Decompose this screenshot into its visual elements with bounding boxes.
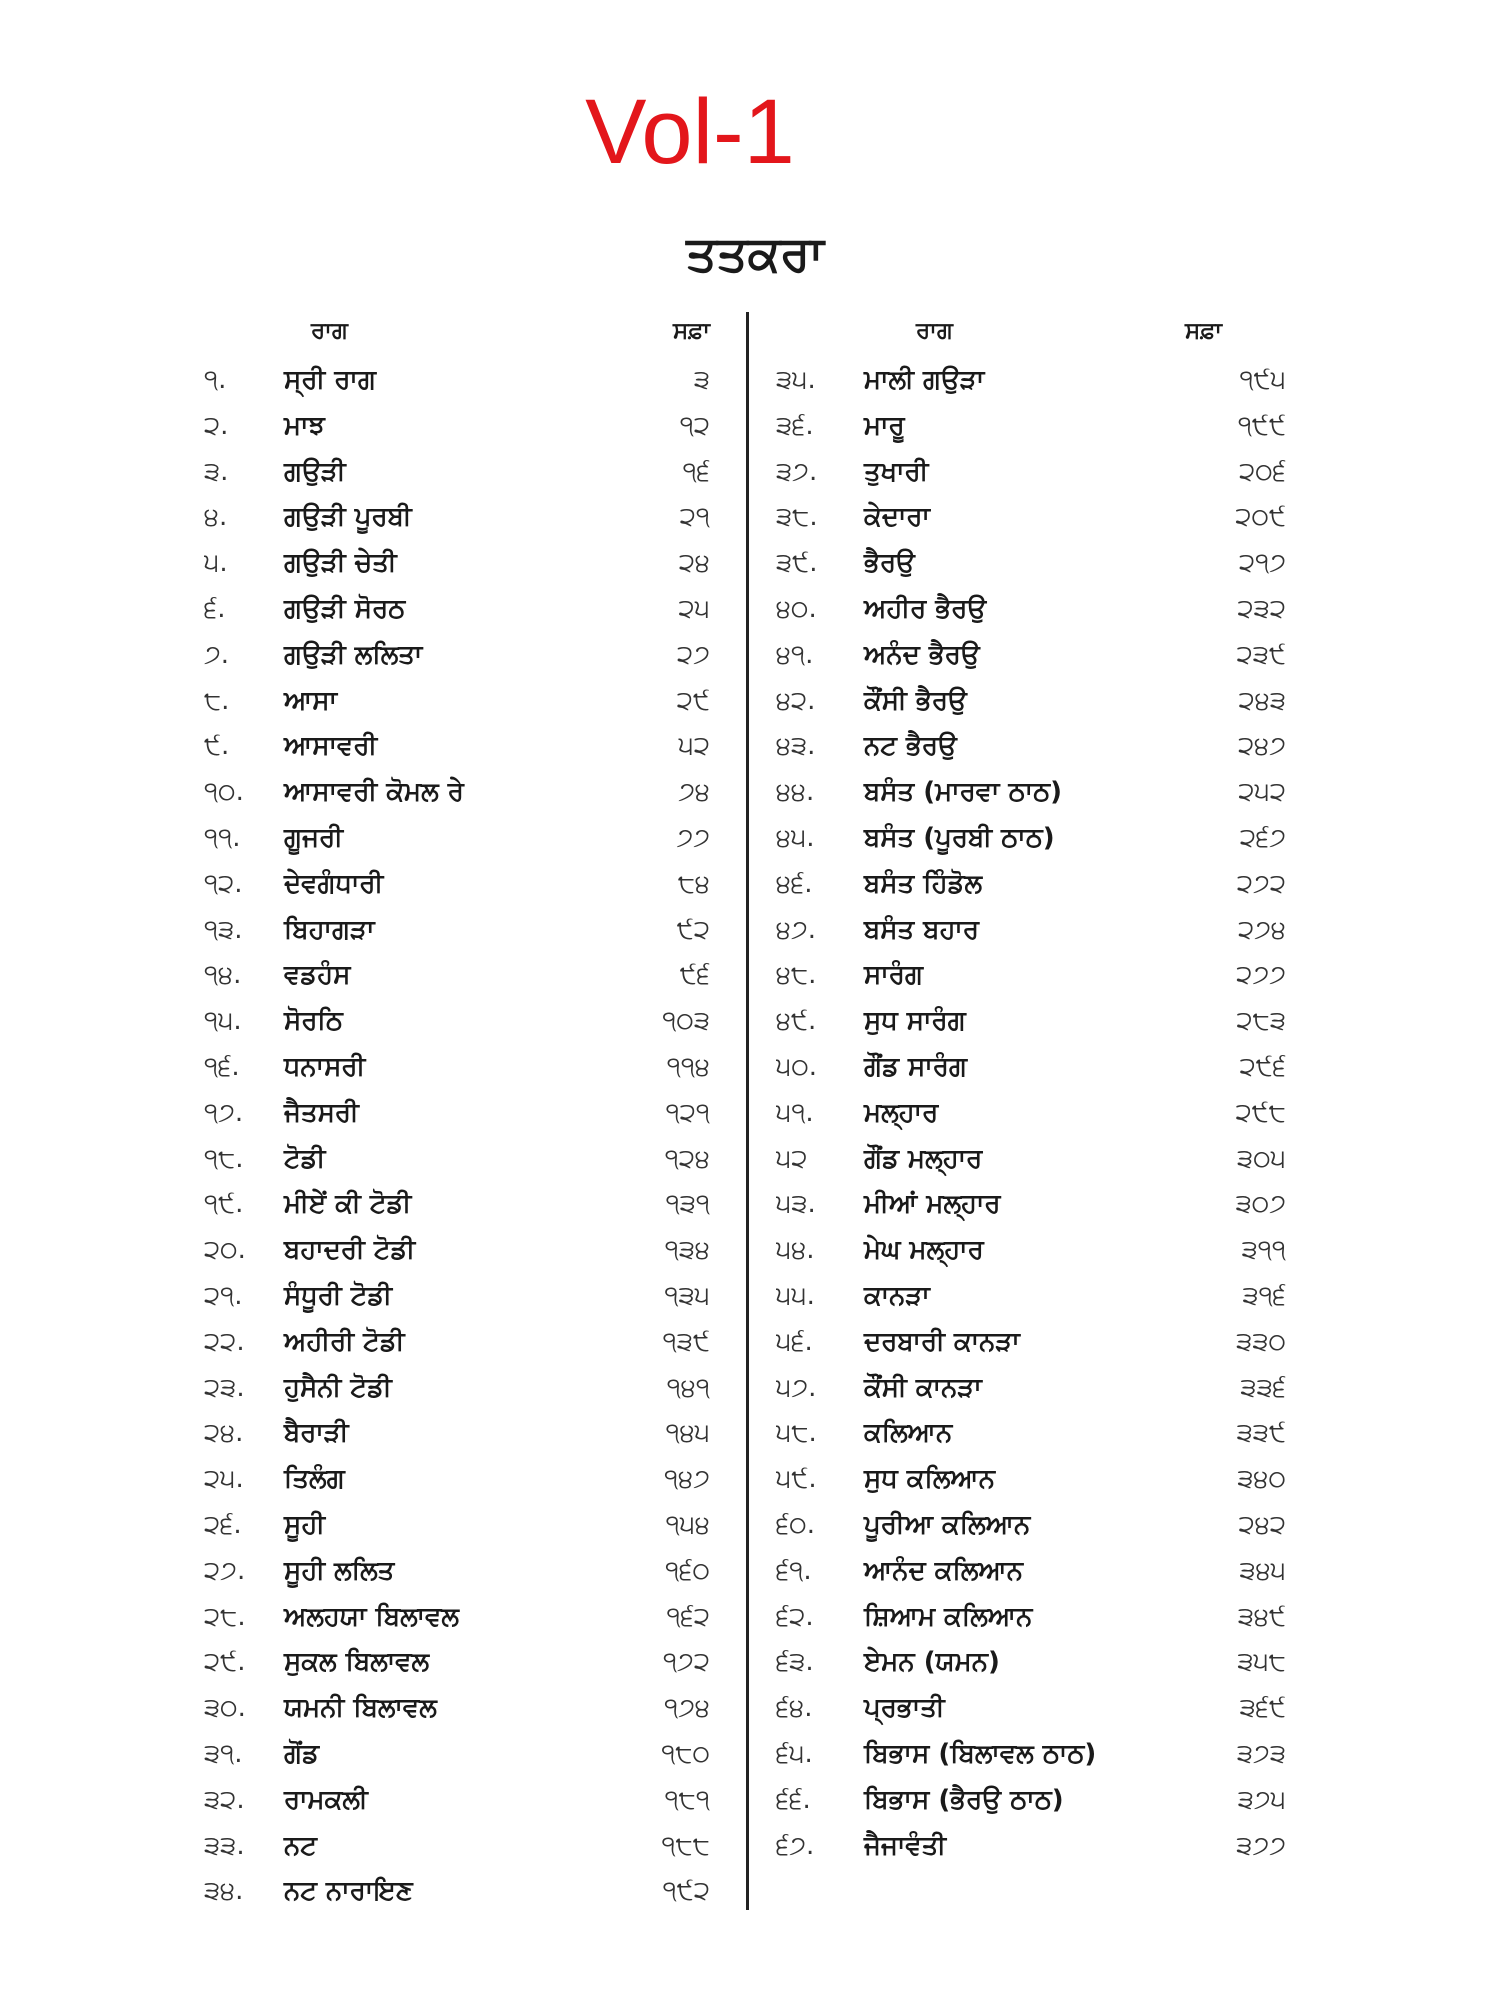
toc-entry (196, 1320, 716, 1366)
volume-label: Vol-1 (585, 81, 795, 183)
page-number: ੨੩੯ (1236, 639, 1286, 670)
page-number: ੨੯੮ (1235, 1097, 1286, 1128)
entry-number: ੪੪. (776, 777, 815, 808)
entry-number: ੨. (204, 410, 229, 441)
toc-entry (196, 1137, 716, 1183)
page-number: ੩੩੦ (1236, 1326, 1286, 1357)
toc-entry (776, 1457, 1292, 1503)
entry-number: ੨੩. (204, 1372, 245, 1403)
page-number: ੨੯ (676, 685, 710, 716)
entry-number: ੪੭. (776, 914, 817, 945)
entry-number: ੨੨. (204, 1326, 245, 1357)
raga-name: ਗੌਂਡ ਮਲ੍ਹਾਰ (864, 1143, 983, 1174)
page-number: ੧੨੧ (665, 1097, 710, 1128)
entry-number: ੨੮. (204, 1601, 246, 1632)
raga-name: ਏਮਨ (ਯਮਨ) (864, 1647, 1000, 1678)
raga-name: ਨਟ ਨਾਰਾਇਣ (284, 1876, 413, 1907)
toc-entry (776, 495, 1292, 541)
entry-number: ੪੮. (776, 960, 817, 991)
page-number: ੩੦੫ (1237, 1143, 1286, 1174)
toc-entry (196, 541, 716, 587)
raga-name: ਅਲਹਯਾ ਬਿਲਾਵਲ (284, 1601, 459, 1632)
page-number: ੧੫੪ (665, 1509, 710, 1540)
entry-number: ੨੪. (204, 1418, 244, 1449)
entry-number: ੩੫. (776, 365, 816, 395)
entry-number: ੬੧. (776, 1555, 812, 1586)
toc-entry (776, 862, 1292, 908)
entry-number: ੭. (204, 639, 230, 670)
toc-entry (196, 1549, 716, 1595)
toc-entry (196, 999, 716, 1045)
page-number: ੨੮੩ (1236, 1006, 1286, 1037)
entry-number: ੨੯. (204, 1647, 246, 1678)
page-number: ੧੪੭ (664, 1464, 710, 1495)
page-number: ੧੪੫ (665, 1418, 710, 1449)
toc-entry (776, 633, 1292, 679)
page-number: ੧੮੮ (661, 1830, 710, 1861)
raga-name: ਗੌਂਡ ਸਾਰੰਗ (864, 1051, 968, 1082)
toc-right-column (776, 318, 1292, 1869)
page-number: ੨੦੯ (1235, 502, 1286, 533)
toc-entry (196, 1503, 716, 1549)
toc-entry (196, 1869, 716, 1915)
raga-name: ਗਉੜੀ ਚੇਤੀ (284, 548, 397, 579)
toc-entry (196, 495, 716, 541)
page-number: ੧੩੫ (664, 1280, 710, 1311)
raga-name: ਗਉੜੀ ਲਲਿਤਾ (284, 639, 423, 670)
entry-number: ੨੧. (204, 1280, 243, 1311)
page-number: ੩੧੧ (1241, 1235, 1286, 1266)
raga-name: ਅਹੀਰ ਭੈਰਉ (864, 593, 987, 624)
entry-number: ੬੭. (776, 1830, 815, 1861)
toc-entry (196, 404, 716, 450)
page-number: ੨੩੨ (1237, 593, 1286, 624)
page-number: ੩ (693, 365, 710, 395)
toc-entry (196, 1411, 716, 1457)
page-number: ੩੩੬ (1240, 1372, 1286, 1403)
header-rag: ਰਾਗ (311, 318, 348, 344)
entry-number: ੧੭. (204, 1097, 244, 1128)
page-number: ੩੬੯ (1239, 1693, 1286, 1724)
entry-number: ੧੮. (204, 1143, 244, 1174)
raga-name: ਬੈਰਾੜੀ (284, 1418, 349, 1449)
toc-entry (776, 1137, 1292, 1183)
toc-entry (196, 953, 716, 999)
entry-number: ੪੬. (776, 868, 813, 899)
toc-list (196, 358, 716, 1915)
entry-number: ੫੦. (776, 1051, 818, 1082)
raga-name: ਮਾਲੀ ਗਉੜਾ (864, 365, 985, 395)
page-number: ੧੬੦ (665, 1555, 710, 1586)
raga-name: ਅਨੰਦ ਭੈਰਉ (864, 639, 980, 670)
entry-number: ੫੯. (776, 1464, 817, 1495)
toc-entry (196, 816, 716, 862)
page-number: ੩੧੬ (1242, 1280, 1286, 1311)
entry-number: ੩੧. (204, 1738, 243, 1769)
entry-number: ੨੬. (204, 1509, 242, 1540)
raga-name: ਨਟ ਭੈਰਉ (864, 731, 957, 762)
raga-name: ਗਉੜੀ ਸੋਰਠ (284, 593, 406, 624)
page-number: ੧੨ (679, 410, 710, 441)
raga-name: ਸੁਧ ਕਲਿਆਨ (864, 1464, 995, 1495)
raga-name: ਆਸਾਵਰੀ (284, 731, 378, 762)
page-number: ੩੪੯ (1237, 1601, 1286, 1632)
page-number: ੩੭੩ (1236, 1738, 1286, 1769)
page-number: ੨੪ (678, 548, 710, 579)
raga-name: ਆਸਾ (284, 685, 338, 716)
page-number: ੨੯੬ (1239, 1051, 1286, 1082)
toc-entry (196, 1595, 716, 1641)
page-number: ੨੪੨ (1238, 1509, 1286, 1540)
toc-entry (196, 862, 716, 908)
header-rag: ਰਾਗ (916, 318, 953, 344)
raga-name: ਮਲ੍ਹਾਰ (864, 1097, 939, 1128)
entry-number: ੫੬. (776, 1326, 813, 1357)
raga-name: ਜੈਤਸਰੀ (284, 1097, 359, 1128)
raga-name: ਟੋਡੀ (284, 1143, 326, 1174)
raga-name: ਮੇਘ ਮਲ੍ਹਾਰ (864, 1235, 984, 1266)
page-number: ੧੯੯ (1237, 410, 1286, 441)
entry-number: ੧੯. (204, 1189, 244, 1220)
toc-entry (776, 541, 1292, 587)
toc-left-column (196, 318, 716, 1915)
raga-name: ਦਰਬਾਰੀ ਕਾਨੜਾ (864, 1326, 1020, 1357)
raga-name: ਮੀਏਂ ਕੀ ਟੋਡੀ (284, 1189, 412, 1220)
page-number: ੨੦੬ (1239, 456, 1286, 487)
toc-entry (196, 1274, 716, 1320)
entry-number: ੩੯. (776, 548, 818, 579)
toc-entry (776, 358, 1292, 404)
entry-number: ੪੩. (776, 731, 816, 762)
page-number: ੭੭ (676, 822, 710, 853)
page-number: ੨੧ (679, 502, 710, 533)
raga-name: ਮਾਰੂ (864, 410, 905, 441)
toc-entry (776, 1045, 1292, 1091)
raga-name: ਵਡਹੰਸ (284, 960, 351, 991)
entry-number: ੪੦. (776, 593, 817, 624)
page-number: ੩੪੫ (1239, 1555, 1286, 1586)
raga-name: ਬਹਾਦਰੀ ਟੋਡੀ (284, 1235, 416, 1266)
entry-number: ੩੮. (776, 502, 818, 533)
toc-entry (776, 1274, 1292, 1320)
page-number: ੧੮੦ (661, 1738, 710, 1769)
toc-entry (776, 1778, 1292, 1824)
entry-number: ੪੫. (776, 822, 815, 853)
toc-entry (196, 587, 716, 633)
toc-entry (196, 1686, 716, 1732)
toc-entry (776, 450, 1292, 496)
toc-entry (776, 816, 1292, 862)
raga-name: ਸੋਰਠਿ (284, 1006, 343, 1037)
toc-entry (196, 770, 716, 816)
raga-name: ਪੂਰੀਆ ਕਲਿਆਨ (864, 1509, 1031, 1540)
entry-number: ੬੨. (776, 1601, 814, 1632)
entry-number: ੮. (204, 685, 230, 716)
toc-entry (196, 1824, 716, 1870)
page-title: ਤਤਕਰਾ (686, 226, 824, 282)
raga-name: ਪ੍ਰਭਾਤੀ (864, 1693, 945, 1724)
page-number: ੫੨ (678, 731, 710, 762)
entry-number: ੧੧. (204, 822, 241, 853)
toc-entry (776, 404, 1292, 450)
page-number: ੨੫ (678, 593, 710, 624)
raga-name: ਬਸੰਤ ਬਹਾਰ (864, 914, 979, 945)
raga-name: ਹੁਸੈਨੀ ਟੋਡੀ (284, 1372, 392, 1403)
header-page: ਸਫ਼ਾ (1185, 318, 1222, 344)
raga-name: ਅਹੀਰੀ ਟੋਡੀ (284, 1326, 405, 1357)
entry-number: ੧੨. (204, 868, 243, 899)
raga-name: ਆਸਾਵਰੀ ਕੋਮਲ ਰੇ (284, 777, 464, 808)
toc-entry (196, 679, 716, 725)
page-number: ੧੭੪ (664, 1693, 710, 1724)
toc-entry (196, 908, 716, 954)
page-number: ੨੭੨ (1236, 868, 1286, 899)
page-number: ੩੩੯ (1236, 1418, 1286, 1449)
toc-entry (196, 633, 716, 679)
page-number: ੨੬੭ (1239, 822, 1286, 853)
entry-number: ੫੫. (776, 1280, 815, 1311)
raga-name: ਰਾਮਕਲੀ (284, 1784, 368, 1815)
toc-entry (776, 908, 1292, 954)
toc-entry (196, 1457, 716, 1503)
raga-name: ਸੰਧੂਰੀ ਟੋਡੀ (284, 1280, 393, 1311)
entry-number: ੩੪. (204, 1876, 244, 1907)
raga-name: ਬਸੰਤ (ਮਾਰਵਾ ਠਾਠ) (864, 777, 1063, 808)
toc-entry (196, 724, 716, 770)
raga-name: ਸ੍ਰੀ ਰਾਗ (284, 365, 376, 395)
entry-number: ੬੪. (776, 1693, 813, 1724)
raga-name: ਤੁਖਾਰੀ (864, 456, 929, 487)
toc-entry (196, 1366, 716, 1412)
toc-entry (196, 1732, 716, 1778)
entry-number: ੬੫. (776, 1738, 813, 1769)
raga-name: ਮਾਝ (284, 410, 325, 441)
toc-entry (196, 1045, 716, 1091)
raga-name: ਕੇਦਾਰਾ (864, 502, 930, 533)
raga-name: ਸੂਹੀ ਲਲਿਤ (284, 1555, 395, 1586)
raga-name: ਤਿਲੰਗ (284, 1464, 345, 1495)
raga-name: ਸੁਧ ਸਾਰੰਗ (864, 1006, 966, 1037)
toc-entry (776, 1732, 1292, 1778)
page-number: ੧੭੨ (662, 1647, 710, 1678)
toc-entry (776, 1411, 1292, 1457)
entry-number: ੫. (204, 548, 228, 579)
entry-number: ੯. (204, 731, 230, 762)
page-number: ੭੪ (678, 777, 710, 808)
entry-number: ੧੫. (204, 1006, 242, 1037)
toc-entry (776, 1824, 1292, 1870)
raga-name: ਬਿਭਾਸ (ਭੈਰਉ ਠਾਠ) (864, 1784, 1064, 1815)
page-number: ੧੨੪ (664, 1143, 710, 1174)
raga-name: ਕਲਿਆਨ (864, 1418, 953, 1449)
entry-number: ੫੩. (776, 1189, 816, 1220)
column-header (196, 318, 716, 358)
raga-name: ਬਸੰਤ (ਪੂਰਬੀ ਠਾਠ) (864, 822, 1055, 853)
page-number: ੧੦੩ (662, 1006, 710, 1037)
entry-number: ੩੦. (204, 1693, 246, 1724)
toc-entry (196, 1640, 716, 1686)
page-number: ੯੨ (676, 914, 710, 945)
page-number: ੧੬੨ (666, 1601, 710, 1632)
entry-number: ੫੮. (776, 1418, 817, 1449)
toc-entry (776, 1595, 1292, 1641)
raga-name: ਸੂਹੀ (284, 1509, 326, 1540)
toc-entry (776, 1640, 1292, 1686)
raga-name: ਧਨਾਸਰੀ (284, 1051, 366, 1082)
entry-number: ੧੩. (204, 914, 243, 945)
page-number: ੧੩੧ (665, 1189, 710, 1220)
toc-entry (776, 770, 1292, 816)
toc-entry (776, 724, 1292, 770)
toc-entry (776, 1686, 1292, 1732)
toc-entry (196, 358, 716, 404)
raga-name: ਸੁਕਲ ਬਿਲਾਵਲ (284, 1647, 430, 1678)
page-number: ੧੪੧ (666, 1372, 710, 1403)
page-number: ੧੩੪ (664, 1235, 710, 1266)
entry-number: ੩੩. (204, 1830, 245, 1861)
raga-name: ਬਸੰਤ ਹਿੰਡੋਲ (864, 868, 983, 899)
toc-entry (776, 587, 1292, 633)
entry-number: ੬੦. (776, 1509, 815, 1540)
page-number: ੧੯੫ (1239, 365, 1286, 395)
entry-number: ੬੬. (776, 1784, 811, 1815)
toc-entry (776, 1182, 1292, 1228)
entry-number: ੨੭. (204, 1555, 246, 1586)
page-number: ੨੫੨ (1238, 777, 1286, 808)
entry-number: ੪. (204, 502, 228, 533)
toc-entry (776, 999, 1292, 1045)
raga-name: ਗੂਜਰੀ (284, 822, 344, 853)
raga-name: ਆਨੰਦ ਕਲਿਆਨ (864, 1555, 1024, 1586)
toc-entry (776, 1366, 1292, 1412)
raga-name: ਕੌਂਸੀ ਕਾਨੜਾ (864, 1372, 982, 1403)
toc-entry (776, 1549, 1292, 1595)
toc-entry (196, 1228, 716, 1274)
toc-entry (776, 1503, 1292, 1549)
entry-number: ੬੩. (776, 1647, 814, 1678)
entry-number: ੫੧. (776, 1097, 814, 1128)
entry-number: ੫੭. (776, 1372, 817, 1403)
entry-number: ੧੪. (204, 960, 242, 991)
page-number: ੩੫੮ (1237, 1647, 1286, 1678)
page-number: ੨੪੭ (1238, 731, 1286, 762)
raga-name: ਗਉੜੀ (284, 456, 346, 487)
raga-name: ਕੌਂਸੀ ਭੈਰਉ (864, 685, 967, 716)
page-number: ੩੪੦ (1237, 1464, 1286, 1495)
page-number: ੨੪੩ (1238, 685, 1286, 716)
toc-entry (776, 679, 1292, 725)
raga-name: ਦੇਵਗੰਧਾਰੀ (284, 868, 384, 899)
page-number: ੨੭੪ (1238, 914, 1286, 945)
raga-name: ਮੀਆਂ ਮਲ੍ਹਾਰ (864, 1189, 1001, 1220)
raga-name: ਗੋਂਡ (284, 1738, 319, 1769)
entry-number: ੫੨ (776, 1143, 808, 1174)
entry-number: ੫੪. (776, 1235, 815, 1266)
toc-list (776, 358, 1292, 1869)
header-page: ਸਫ਼ਾ (673, 318, 710, 344)
toc-entry (196, 450, 716, 496)
entry-number: ੩੭. (776, 456, 818, 487)
entry-number: ੩੬. (776, 410, 814, 441)
page-number: ੧੧੪ (666, 1051, 710, 1082)
entry-number: ੨੫. (204, 1464, 244, 1495)
raga-name: ਕਾਨੜਾ (864, 1280, 930, 1311)
page-number: ੩੦੭ (1235, 1189, 1286, 1220)
page-number: ੧੩੯ (662, 1326, 710, 1357)
toc-entry (776, 1320, 1292, 1366)
toc-entry (196, 1182, 716, 1228)
page-number: ੨੭ (677, 639, 710, 670)
toc-entry (776, 1091, 1292, 1137)
page-number: ੨੭੭ (1236, 960, 1286, 991)
toc-entry (196, 1091, 716, 1137)
column-header (776, 318, 1292, 358)
raga-name: ਭੈਰਉ (864, 548, 915, 579)
raga-name: ਸ਼ਿਆਮ ਕਲਿਆਨ (864, 1601, 1033, 1632)
page-number: ੧੬ (682, 456, 710, 487)
raga-name: ਜੈਜਾਵੰਤੀ (864, 1830, 947, 1861)
entry-number: ੪੧. (776, 639, 814, 670)
page-number: ੯੬ (679, 960, 710, 991)
raga-name: ਬਿਭਾਸ (ਬਿਲਾਵਲ ਠਾਠ) (864, 1738, 1097, 1769)
entry-number: ੩੨. (204, 1784, 245, 1815)
toc-entry (776, 1228, 1292, 1274)
entry-number: ੧੬. (204, 1051, 240, 1082)
entry-number: ੬. (204, 593, 226, 624)
page-number: ੩੭੭ (1236, 1830, 1286, 1861)
entry-number: ੧੦. (204, 777, 244, 808)
page-number: ੨੧੭ (1238, 548, 1286, 579)
toc-entry (196, 1778, 716, 1824)
page-number: ੮੪ (677, 868, 710, 899)
entry-number: ੧. (204, 365, 227, 395)
toc-entry (776, 953, 1292, 999)
column-divider (746, 312, 749, 1910)
entry-number: ੪੯. (776, 1006, 817, 1037)
raga-name: ਯਮਨੀ ਬਿਲਾਵਲ (284, 1693, 437, 1724)
page-number: ੧੯੨ (662, 1876, 710, 1907)
raga-name: ਨਟ (284, 1830, 317, 1861)
raga-name: ਬਿਹਾਗੜਾ (284, 914, 375, 945)
entry-number: ੩. (204, 456, 229, 487)
page-number: ੧੮੧ (664, 1784, 710, 1815)
entry-number: ੨੦. (204, 1235, 246, 1266)
raga-name: ਗਉੜੀ ਪੂਰਬੀ (284, 502, 412, 533)
entry-number: ੪੨. (776, 685, 816, 716)
raga-name: ਸਾਰੰਗ (864, 960, 923, 991)
page-number: ੩੭੫ (1237, 1784, 1286, 1815)
